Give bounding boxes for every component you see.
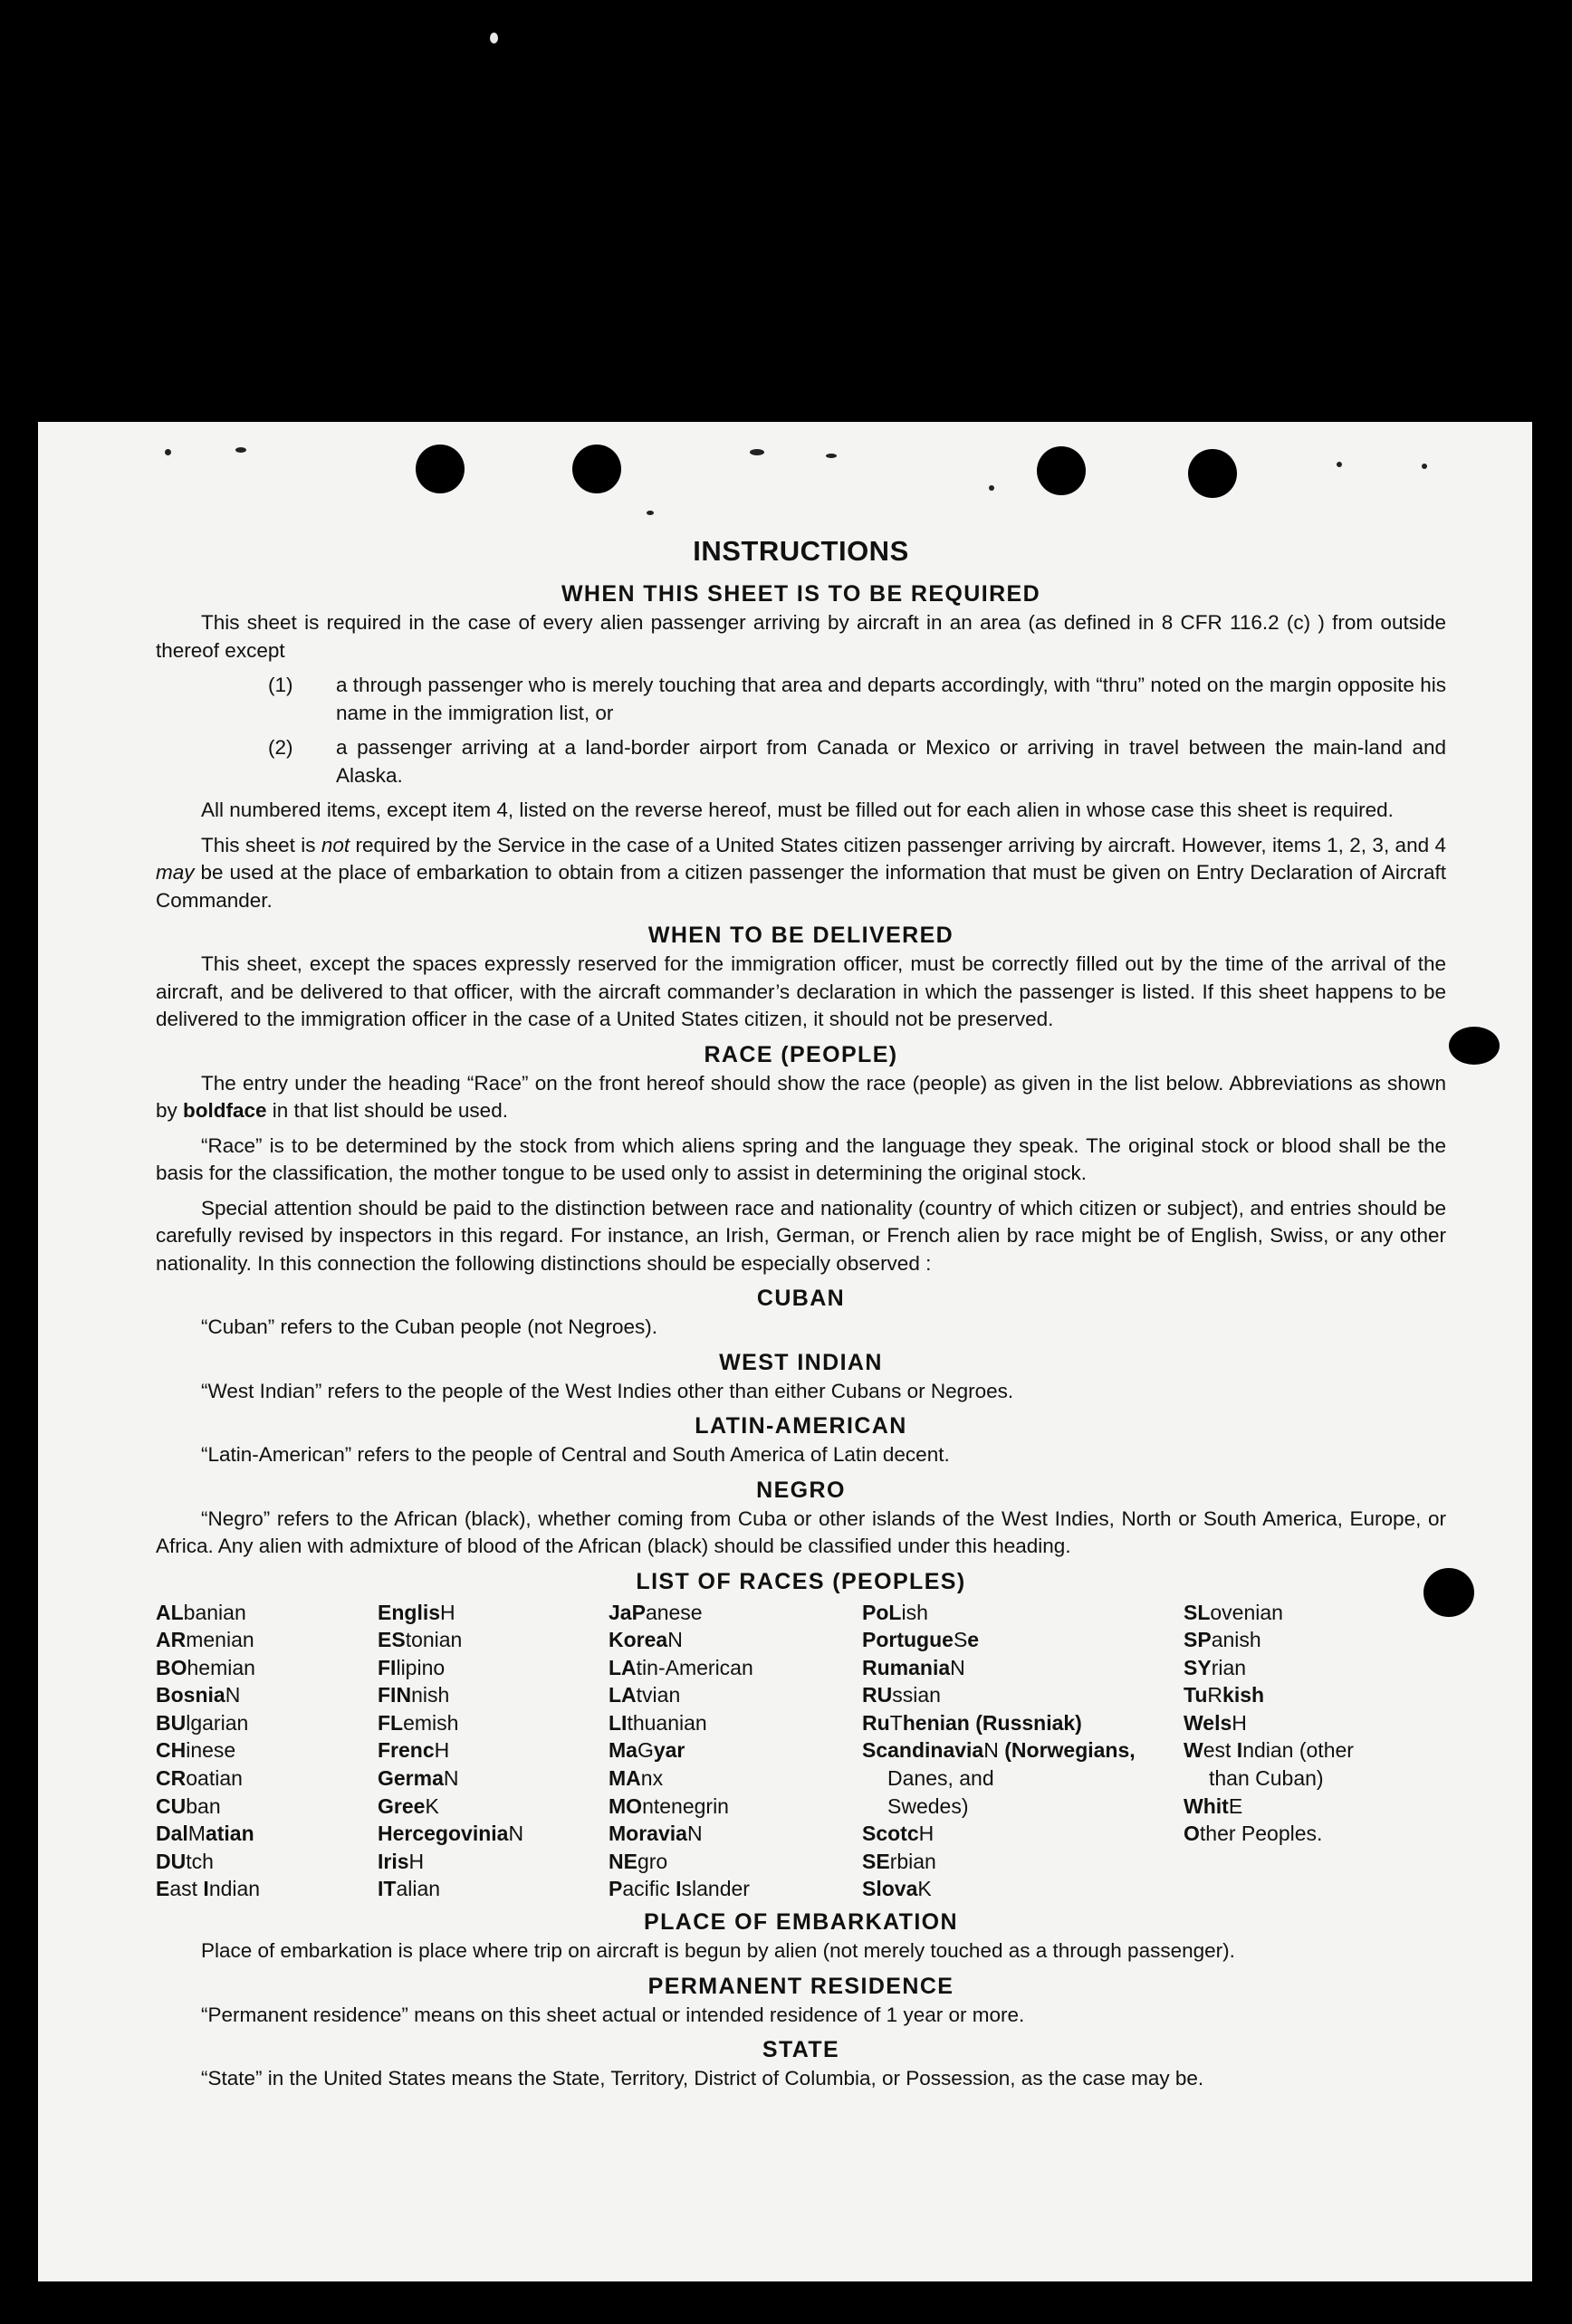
list-of-races (156, 1599, 1446, 1904)
race-entry (862, 1709, 1184, 1737)
race-entry (378, 1765, 609, 1793)
exception-text: a through passenger who is merely touching that area and departs accordingly, with “thru” noted on the margin opposite his name in the immigration list, or (336, 674, 1446, 724)
race-abbreviation: P (609, 1877, 623, 1901)
exception-item (156, 672, 1446, 727)
race-abbreviation: I (203, 1877, 209, 1901)
race-entry (378, 1820, 609, 1848)
race-entry (378, 1681, 609, 1709)
race-name-part: N (443, 1766, 459, 1791)
race-name-part: ther Peoples. (1199, 1822, 1323, 1846)
race-abbreviation: LA (609, 1683, 637, 1707)
race-abbreviation: Dal (156, 1822, 188, 1846)
races-column (156, 1599, 378, 1904)
section-heading-residence: PERMANENT RESIDENCE (647, 1973, 954, 1999)
race-abbreviation: SP (1184, 1628, 1212, 1652)
race-entry (156, 1599, 378, 1627)
ink-speck (1337, 462, 1342, 467)
ink-speck (989, 485, 994, 491)
race-abbreviation: AR (156, 1628, 187, 1652)
race-name-part: ast (169, 1877, 204, 1901)
race-name-part: banian (183, 1600, 246, 1624)
race-name-part: ban (186, 1793, 221, 1818)
race-entry (1184, 1681, 1446, 1709)
punch-hole (572, 445, 621, 493)
race-name-part: H (408, 1849, 425, 1873)
race-entry (1184, 1654, 1446, 1682)
race-entry (609, 1736, 862, 1765)
race-abbreviation: henian (Russniak) (902, 1710, 1082, 1735)
race-name-part: N (667, 1628, 683, 1652)
race-abbreviation: yar (653, 1738, 685, 1763)
race-abbreviation: Rumania (862, 1655, 951, 1679)
race-entry (1184, 1765, 1446, 1793)
race-abbreviation: SL (1184, 1600, 1211, 1624)
race-name-part: alian (396, 1877, 441, 1901)
race-name-part: H (918, 1822, 935, 1846)
latin-american-text: “Latin-American” refers to the people of Central and South America of Latin decent. (201, 1443, 950, 1466)
races-column (1184, 1599, 1446, 1904)
race-abbreviation: PoL (862, 1600, 902, 1624)
race-name-part: G (637, 1738, 654, 1763)
race-abbreviation: O (1184, 1822, 1200, 1846)
race-name-part: tonian (405, 1628, 463, 1652)
race-entry (378, 1709, 609, 1737)
race-name-part: H (434, 1738, 450, 1763)
race-name-part: Danes, and (887, 1766, 994, 1791)
race-abbreviation: Ma (609, 1738, 637, 1763)
race-name-part: anese (645, 1600, 703, 1624)
race-abbreviation: Ru (862, 1710, 890, 1735)
race-abbreviation: Korea (609, 1628, 668, 1652)
race-name-part: N (225, 1683, 241, 1707)
ink-speck (165, 449, 171, 455)
race-abbreviation: W (1184, 1738, 1203, 1763)
race-name-part: T (889, 1710, 903, 1735)
section-heading-negro: NEGRO (756, 1477, 846, 1503)
residence-text: “Permanent residence” means on this sheet actual or intended residence of 1 year or more. (201, 2003, 1025, 2026)
race-abbreviation: AL (156, 1600, 184, 1624)
race-abbreviation: Englis (378, 1600, 441, 1624)
emphasis-text: not (321, 833, 350, 856)
race-abbreviation: Moravia (609, 1822, 687, 1846)
text-run: in that list should be used. (266, 1099, 508, 1122)
race-name-part: nish (411, 1683, 450, 1707)
race-entry (378, 1793, 609, 1821)
race-name-part: than Cuban) (1209, 1766, 1324, 1791)
race-name-part: tvian (636, 1683, 681, 1707)
race-abbreviation: I (1236, 1738, 1243, 1763)
delivered-text: This sheet, except the spaces expressly reserved for the immigration officer, must be correctly filled out by the time of the arrival of the aircraft, and be delivered to that officer, with the aircraft commander’s declaration in which the passenger is listed. If this sheet happens to be delivered to the immigration officer in the case of a United States citizen, it should not be preserved. (156, 952, 1446, 1030)
race-abbreviation: LI (609, 1710, 628, 1735)
race-entry (156, 1654, 378, 1682)
race-name-part: ovenian (1210, 1600, 1283, 1624)
race-abbreviation: Scandinavia (862, 1738, 984, 1763)
race-abbreviation: Scotc (862, 1822, 919, 1846)
race-entry (609, 1793, 862, 1821)
ink-speck (826, 454, 837, 458)
race-name-part: emish (403, 1710, 459, 1735)
race-name-part: Swedes) (887, 1793, 969, 1818)
race-entry (862, 1736, 1184, 1765)
race-abbreviation: FI (378, 1655, 397, 1679)
cuban-text: “Cuban” refers to the Cuban people (not Negroes). (201, 1315, 658, 1338)
race-name-part: inese (186, 1738, 236, 1763)
race-name-part: N (950, 1655, 965, 1679)
section-heading-list-of-races: LIST OF RACES (PEOPLES) (636, 1568, 966, 1594)
race-abbreviation: kish (1222, 1683, 1265, 1707)
race-abbreviation: CR (156, 1766, 187, 1791)
ink-speck (647, 511, 654, 515)
race-entry (378, 1654, 609, 1682)
race-entry (862, 1626, 1184, 1654)
race-entry (862, 1654, 1184, 1682)
race-abbreviation: CH (156, 1738, 187, 1763)
section-heading-cuban: CUBAN (756, 1286, 846, 1311)
dust-speck (490, 33, 498, 43)
race-name-part: E (1228, 1793, 1243, 1818)
bold-text: boldface (183, 1099, 267, 1122)
race-abbreviation: BU (156, 1710, 187, 1735)
exception-item (156, 734, 1446, 789)
race-entry (156, 1709, 378, 1737)
race-name-part: K (917, 1877, 932, 1901)
punch-hole (1037, 446, 1086, 495)
ink-speck (1422, 464, 1427, 469)
race-abbreviation: (Norwegians, (998, 1738, 1136, 1763)
race-entry (378, 1736, 609, 1765)
race-abbreviation: MO (609, 1793, 643, 1818)
race-abbreviation: NE (609, 1849, 637, 1873)
race-abbreviation: DU (156, 1849, 187, 1873)
race-entry (609, 1875, 862, 1903)
text-run: The entry under the heading “Race” on the front hereof should show the race (people) as given in the list below. Abbreviations as shown by (156, 1071, 1446, 1122)
exception-number: (1) (268, 674, 293, 696)
race-entry (609, 1765, 862, 1793)
race-name-part: lgarian (186, 1710, 249, 1735)
race-name-part: tin-American (636, 1655, 753, 1679)
race-entry (1184, 1793, 1446, 1821)
race-entry (862, 1793, 1184, 1821)
race-abbreviation: FL (378, 1710, 404, 1735)
race-name-part: H (440, 1600, 455, 1624)
exception-number: (2) (268, 736, 293, 759)
race-paragraph-entry (156, 1070, 1446, 1125)
section-heading-state: STATE (762, 2037, 840, 2063)
required-intro: This sheet is required in the case of every alien passenger arriving by aircraft in an area (as defined in 8 CFR 116.2 (c) ) from outside thereof except (156, 611, 1446, 662)
race-entry (862, 1820, 1184, 1848)
race-name-part: menian (186, 1628, 254, 1652)
race-abbreviation: Iris (378, 1849, 409, 1873)
race-name-part: gro (637, 1849, 668, 1873)
race-name-part: rian (1211, 1655, 1247, 1679)
text-run: be used at the place of embarkation to obtain from a citizen passenger the information that must be given on Entry Declaration of Aircraft Commander. (156, 861, 1446, 912)
race-entry (156, 1793, 378, 1821)
races-column (378, 1599, 609, 1904)
race-name-part: ndian (208, 1877, 261, 1901)
races-column (609, 1599, 862, 1904)
ink-speck (235, 447, 246, 453)
section-heading-west-indian: WEST INDIAN (719, 1349, 883, 1375)
race-abbreviation: e (967, 1628, 980, 1652)
race-abbreviation: Whit (1184, 1793, 1229, 1818)
race-entry (609, 1681, 862, 1709)
race-entry (378, 1626, 609, 1654)
required-paragraph-items: All numbered items, except item 4, listed on the reverse hereof, must be filled out for each alien in whose case this sheet is required. (201, 799, 1394, 821)
race-name-part: N (983, 1738, 999, 1763)
race-name-part: ntenegrin (642, 1793, 729, 1818)
race-entry (1184, 1709, 1446, 1737)
race-abbreviation: Gree (378, 1793, 426, 1818)
race-entry (1184, 1820, 1446, 1848)
race-name-part: rbian (889, 1849, 936, 1873)
punch-hole (1188, 449, 1237, 498)
race-entry (609, 1599, 862, 1627)
race-abbreviation: JaP (609, 1600, 646, 1624)
race-abbreviation: Portugue (862, 1628, 954, 1652)
negro-text: “Negro” refers to the African (black), whether coming from Cuba or other islands of the West Indies, North or South America, Europe, or Africa. Any alien with admixture of blood of the African (black) should be classified under this heading. (156, 1506, 1446, 1557)
race-abbreviation: E (156, 1877, 170, 1901)
section-heading-required: WHEN THIS SHEET IS TO BE REQUIRED (561, 581, 1041, 607)
race-name-part: acific (622, 1877, 676, 1901)
race-abbreviation: Wels (1184, 1710, 1232, 1735)
race-entry (862, 1848, 1184, 1876)
race-abbreviation: BO (156, 1655, 187, 1679)
race-entry (862, 1875, 1184, 1903)
race-abbreviation: IT (378, 1877, 397, 1901)
embarkation-text: Place of embarkation is place where trip on aircraft is begun by alien (not merely touched as a through passenger). (201, 1939, 1235, 1963)
race-name-part: ssian (892, 1683, 941, 1707)
race-name-part: hemian (187, 1655, 255, 1679)
race-entry (156, 1820, 378, 1848)
exception-text: a passenger arriving at a land-border airport from Canada or Mexico or arriving in travel between the main-land and Alaska. (336, 736, 1446, 787)
race-abbreviation: Bosnia (156, 1683, 225, 1707)
race-name-part: tch (186, 1849, 214, 1873)
race-name-part: N (686, 1822, 703, 1846)
race-entry (609, 1654, 862, 1682)
document-body (156, 535, 1446, 2100)
race-entry (156, 1765, 378, 1793)
race-abbreviation: Germa (378, 1766, 444, 1791)
race-name-part: ndian (other (1242, 1738, 1354, 1763)
ink-blot (1449, 1027, 1500, 1065)
ink-speck (750, 449, 764, 455)
race-abbreviation: SY (1184, 1655, 1212, 1679)
race-name-part: est (1203, 1738, 1237, 1763)
race-entry (1184, 1626, 1446, 1654)
race-name-part: N (508, 1822, 524, 1846)
race-name-part: slander (681, 1877, 750, 1901)
race-name-part: R (1207, 1683, 1223, 1707)
race-name-part: S (953, 1628, 968, 1652)
instruction-sheet (38, 422, 1532, 2281)
race-entry (156, 1875, 378, 1903)
race-name-part: anish (1211, 1628, 1261, 1652)
race-entry (609, 1820, 862, 1848)
race-abbreviation: Tu (1184, 1683, 1208, 1707)
race-paragraph-nationality: Special attention should be paid to the distinction between race and nationality (country of which citizen or subject), and entries should be carefully revised by inspectors in this regard. For instance, an Irish, German, or French alien by race might be of English, Swiss, or any other nationality. In this connection the following distinctions should be especially observed : (156, 1196, 1446, 1275)
race-entry (862, 1599, 1184, 1627)
race-entry (156, 1848, 378, 1876)
race-entry (1184, 1736, 1446, 1765)
race-abbreviation: LA (609, 1655, 637, 1679)
race-abbreviation: FIN (378, 1683, 412, 1707)
race-name-part: K (425, 1793, 439, 1818)
race-abbreviation: MA (609, 1766, 641, 1791)
race-abbreviation: Frenc (378, 1738, 435, 1763)
race-entry (378, 1848, 609, 1876)
punch-hole (416, 445, 465, 493)
race-name-part: H (1232, 1710, 1247, 1735)
race-entry (378, 1599, 609, 1627)
race-abbreviation: Slova (862, 1877, 918, 1901)
race-entry (156, 1626, 378, 1654)
page-title: INSTRUCTIONS (693, 535, 909, 567)
west-indian-text: “West Indian” refers to the people of the West Indies other than either Cubans or Negroes. (201, 1379, 1014, 1402)
race-abbreviation: atian (205, 1822, 254, 1846)
race-name-part: ish (901, 1600, 928, 1624)
race-entry (609, 1709, 862, 1737)
required-paragraph-citizen (156, 832, 1446, 915)
race-abbreviation: I (676, 1877, 682, 1901)
state-text: “State” in the United States means the State, Territory, District of Columbia, or Possession, as the case may be. (201, 2067, 1204, 2090)
race-name-part: oatian (186, 1766, 243, 1791)
race-entry (1184, 1599, 1446, 1627)
section-heading-latin-american: LATIN-AMERICAN (695, 1413, 907, 1439)
race-abbreviation: RU (862, 1683, 893, 1707)
race-entry (862, 1681, 1184, 1709)
race-entry (156, 1681, 378, 1709)
emphasis-text: may (156, 861, 195, 884)
section-heading-delivered: WHEN TO BE DELIVERED (647, 923, 954, 948)
race-entry (609, 1626, 862, 1654)
race-name-part: lipino (396, 1655, 446, 1679)
race-abbreviation: CU (156, 1793, 187, 1818)
race-name-part: nx (640, 1766, 664, 1791)
text-run: This sheet is (201, 833, 321, 856)
races-column (862, 1599, 1184, 1904)
race-name-part: M (187, 1822, 206, 1846)
section-heading-race: RACE (PEOPLE) (704, 1041, 898, 1067)
race-entry (862, 1765, 1184, 1793)
race-entry (378, 1875, 609, 1903)
race-name-part: thuanian (627, 1710, 707, 1735)
text-run: required by the Service in the case of a United States citizen passenger arriving by aircraft. However, items 1, 2, 3, and 4 (350, 833, 1446, 856)
race-entry (156, 1736, 378, 1765)
race-abbreviation: ES (378, 1628, 406, 1652)
race-entry (609, 1848, 862, 1876)
race-paragraph-stock: “Race” is to be determined by the stock from which aliens spring and the language they speak. The original stock or blood shall be the basis for the classification, the mother tongue to be used only to assist in determining the original stock. (156, 1133, 1446, 1184)
race-abbreviation: SE (862, 1849, 890, 1873)
section-heading-embarkation: PLACE OF EMBARKATION (644, 1909, 958, 1936)
race-abbreviation: Hercegovinia (378, 1822, 509, 1846)
